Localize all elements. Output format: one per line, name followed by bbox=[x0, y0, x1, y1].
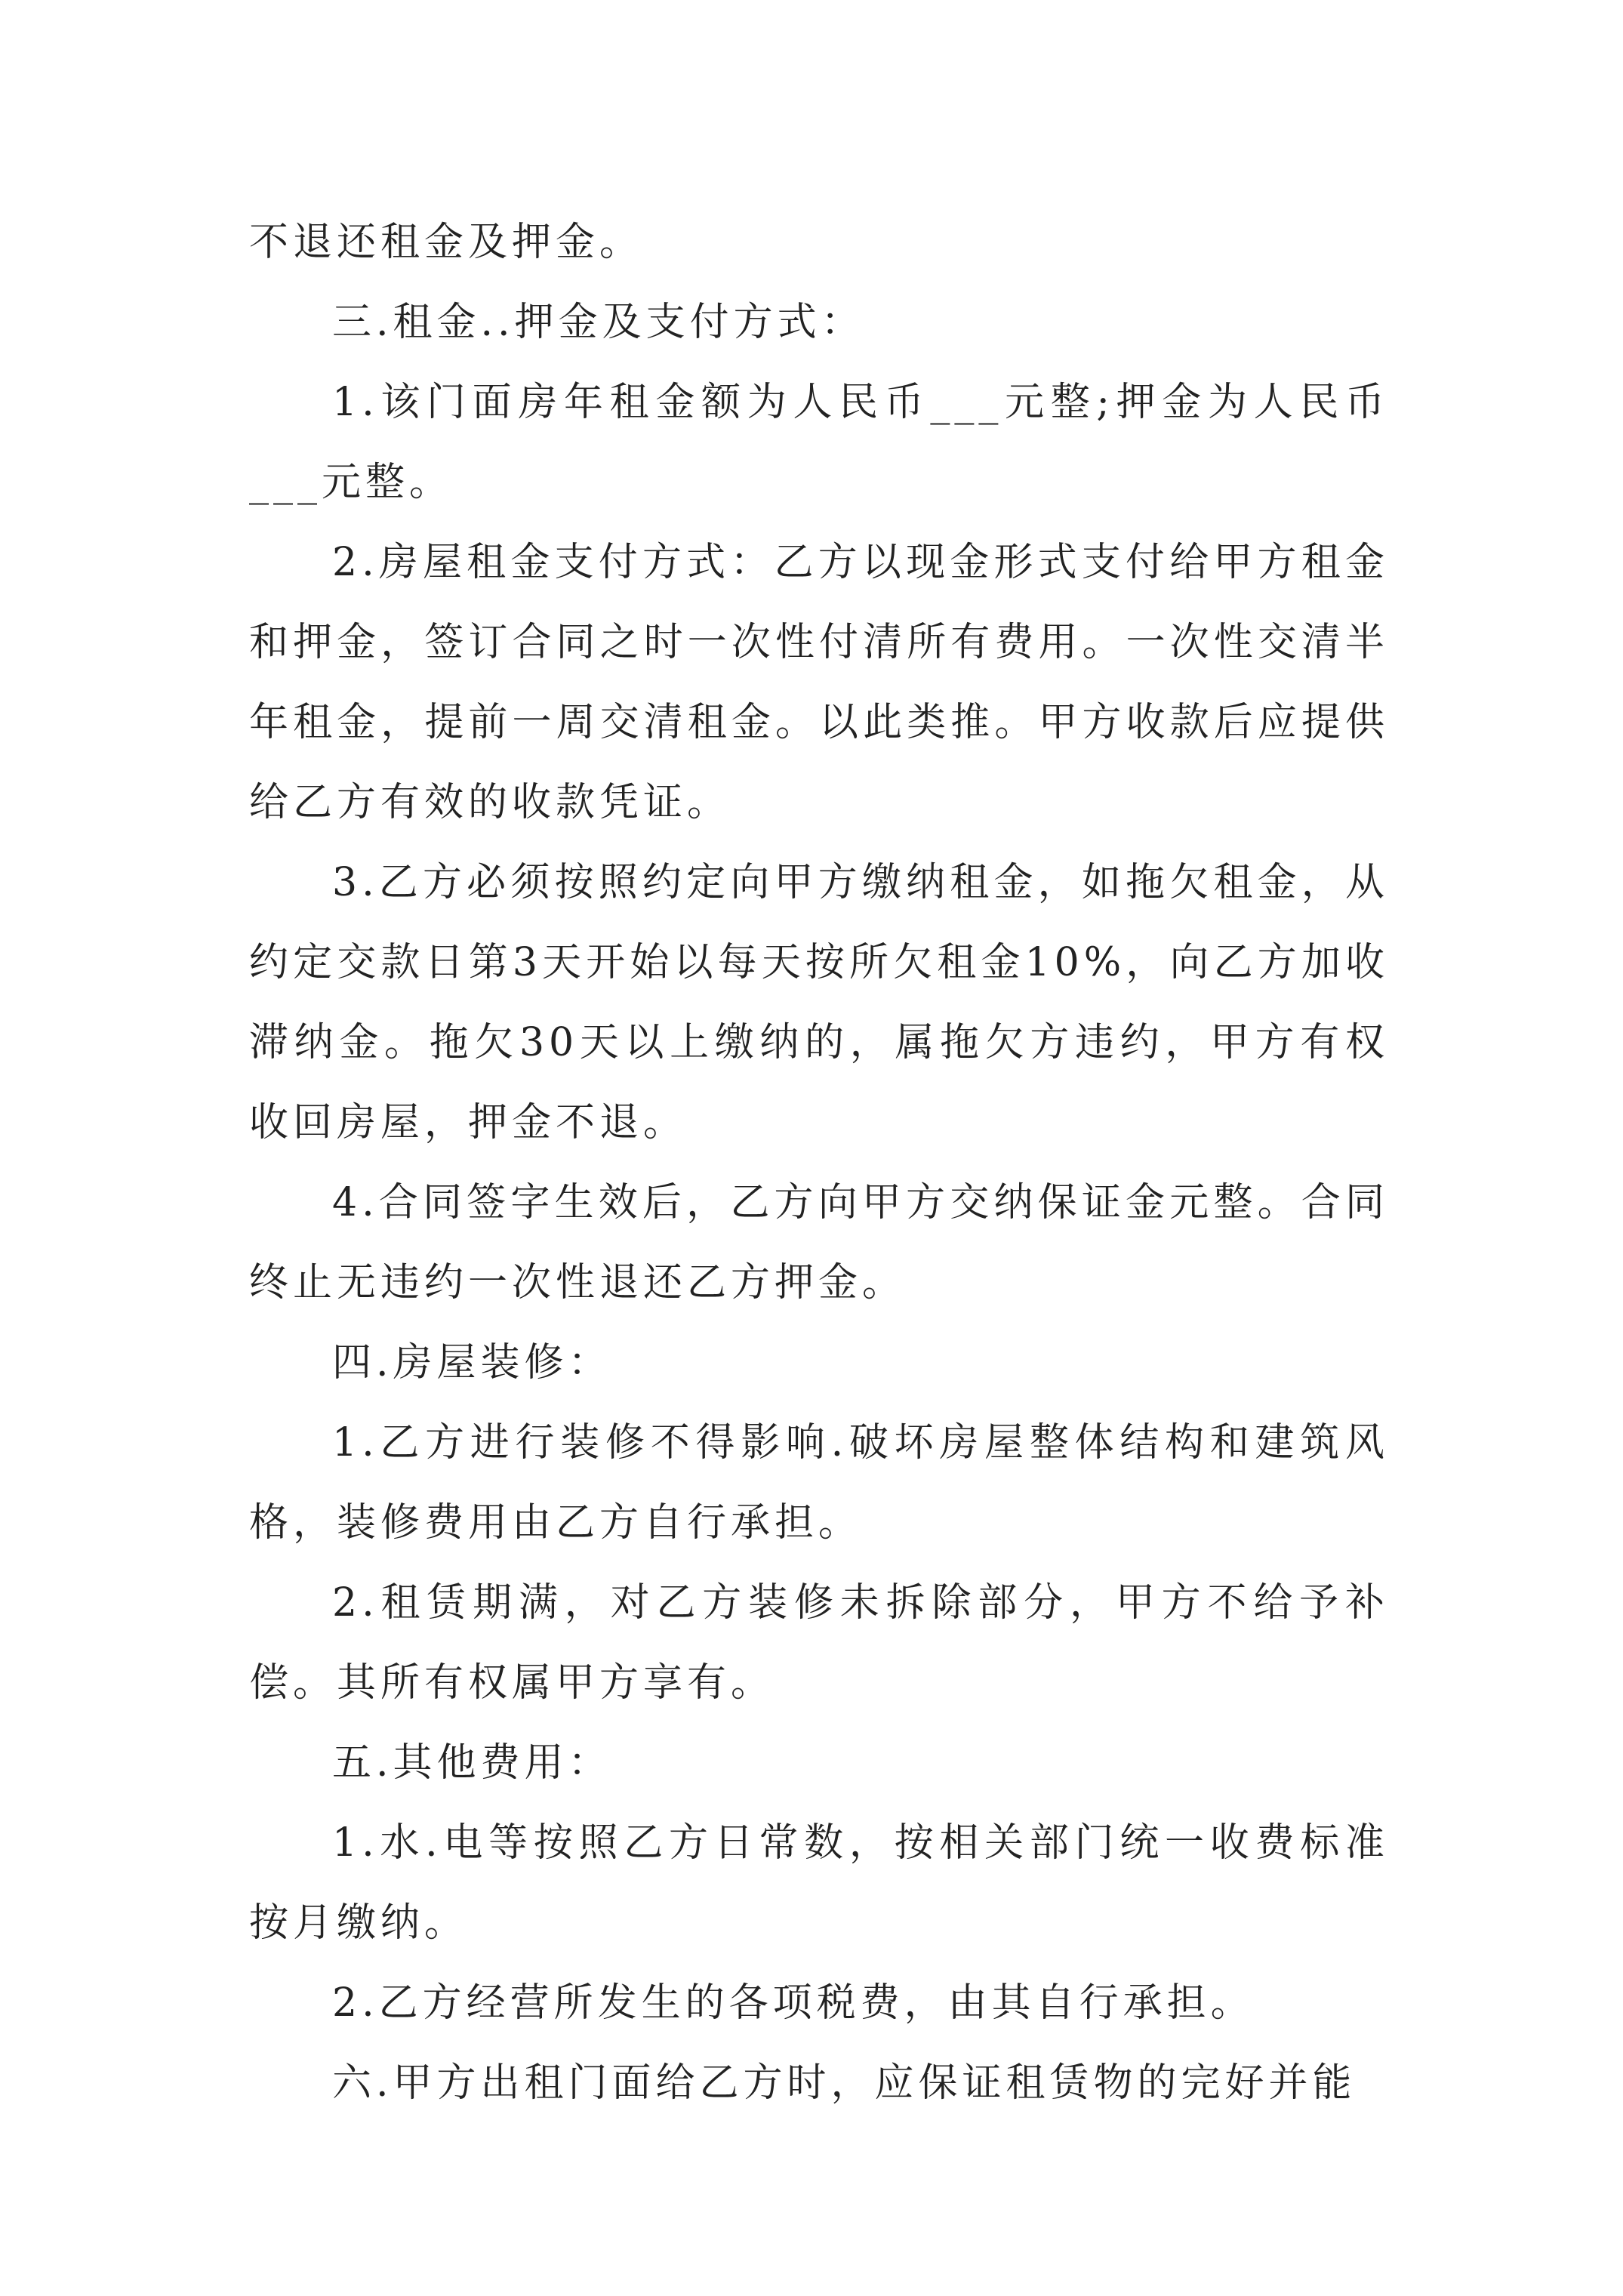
section-heading-other-fees: 五.其他费用： bbox=[332, 1740, 612, 1786]
clause-payment-method: 2.房屋租金支付方式：乙方以现金形式支付给甲方租金和押金，签订合同之时一次性付清所有费用。一次性交清半年租金，提前一周交清租金。以此类推。甲方收款后应提供给乙方有效的收款凭证。 bbox=[249, 540, 1389, 825]
clause-taxes: 2.乙方经营所发生的各项税费，由其自行承担。 bbox=[332, 1980, 1255, 2026]
section-heading-lessor-obligation: 六.甲方出租门面给乙方时，应保证租赁物的完好并能 bbox=[332, 2060, 1357, 2106]
clause-decoration-structure: 1.乙方进行装修不得影响.破坏房屋整体结构和建筑风格，装修费用由乙方自行承担。 bbox=[249, 1420, 1389, 1546]
clause-rent-amount: 1.该门面房年租金额为人民币___元整;押金为人民币___元整。 bbox=[249, 380, 1389, 505]
clause-decoration-compensation: 2.租赁期满，对乙方装修未拆除部分，甲方不给予补偿。其所有权属甲方享有。 bbox=[249, 1580, 1389, 1706]
paragraph-refund-clause-end: 不退还租金及押金。 bbox=[249, 220, 644, 265]
clause-late-payment: 3.乙方必须按照约定向甲方缴纳租金，如拖欠租金，从约定交款日第3天开始以每天按所欠租金10%，向乙方加收滞纳金。拖欠30天以上缴纳的，属拖欠方违约，甲方有权收回房屋，押金不退。 bbox=[249, 860, 1389, 1145]
section-heading-rent-deposit: 三.租金..押金及支付方式： bbox=[332, 300, 865, 345]
clause-utilities: 1.水.电等按照乙方日常数，按相关部门统一收费标准按月缴纳。 bbox=[249, 1820, 1389, 1946]
contract-text-body bbox=[249, 202, 1389, 2123]
section-heading-decoration: 四.房屋装修： bbox=[332, 1340, 612, 1385]
clause-security-deposit: 4.合同签字生效后，乙方向甲方交纳保证金元整。合同终止无违约一次性退还乙方押金。 bbox=[249, 1180, 1389, 1305]
